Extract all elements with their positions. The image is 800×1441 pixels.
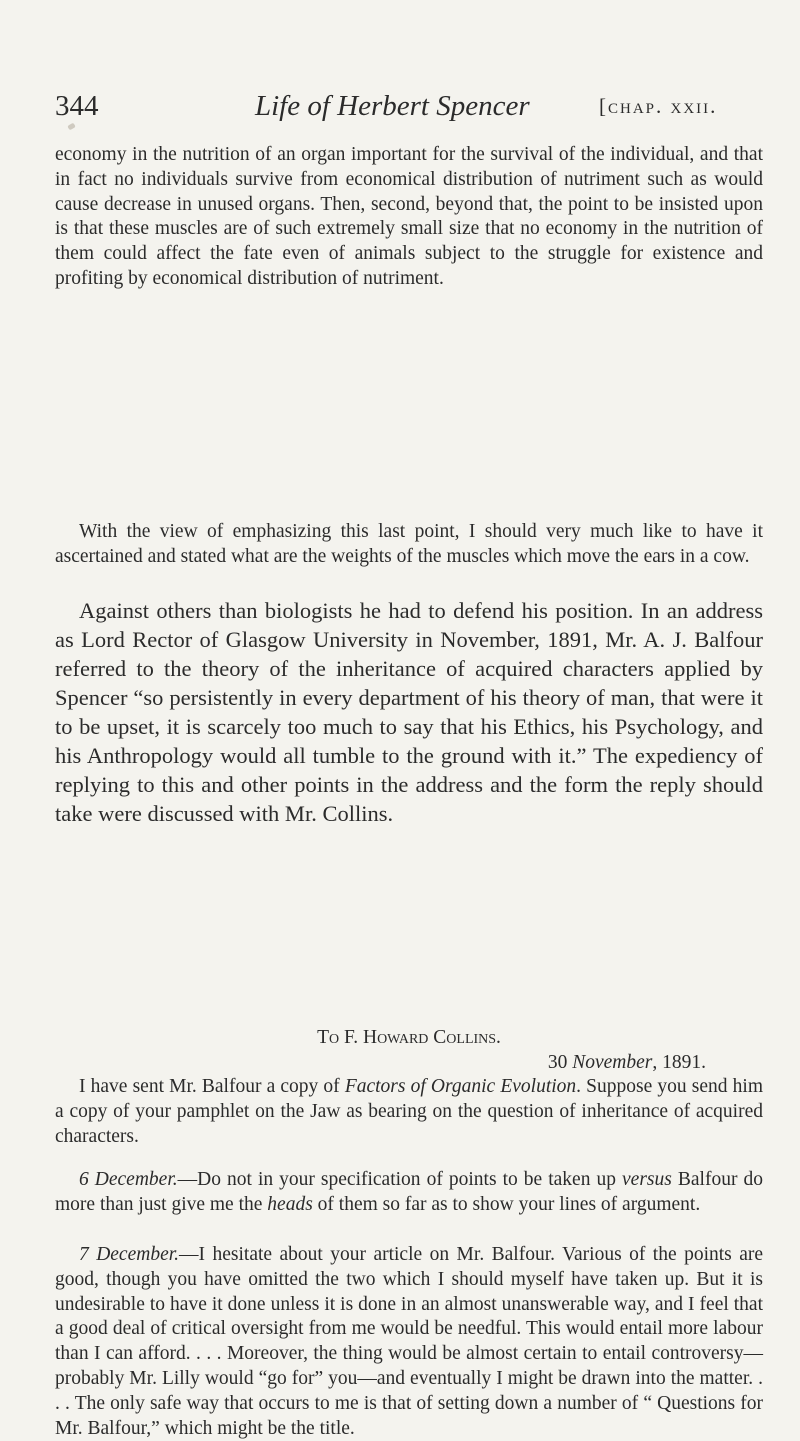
letter3-date: 7 December. <box>79 1244 180 1265</box>
book-title-factors: Factors of Organic Evolution <box>344 1076 577 1097</box>
paragraph-economy: economy in the nutrition of an organ important for the survival of the individual, and that in fact no individuals survive from economical distribution of nutriment such as would cause decrease in unused organs. Then, second, beyond that, the point to be insisted upon is that these muscles are of such extremely small size that no economy in the nutrition of them could affect the fate even of animals subject to the struggle for existence and profiting by economical distribution of nutriment. <box>55 144 763 289</box>
date-day: 30 <box>547 1052 568 1073</box>
addressee-text: To F. Howard Collins. <box>317 1027 501 1048</box>
letter-30-november <box>55 1075 763 1149</box>
letter1-text-a: I have sent Mr. Balfour a copy of <box>79 1076 345 1097</box>
letter-date <box>55 1051 706 1076</box>
date-month: November <box>572 1052 653 1073</box>
date-year: , 1891. <box>652 1052 706 1073</box>
running-header <box>55 86 760 126</box>
page-number: 344 <box>55 90 99 122</box>
letter2-versus: versus <box>622 1169 672 1190</box>
letter2-text-c: of them so far as to show your lines of argument. <box>312 1193 701 1215</box>
letter3-text: —I hesitate about your article on Mr. Balfour. Various of the points are good, though you have omitted the two which I should myself have taken up. But it is undesirable to have it done unless it is done in an almost unanswerable way, and I feel that a good deal of critical oversight from me would be needful. This would entail more labour than I can afford. . . . Moreover, the thing would be almost certain to entail controversy—probably Mr. Lilly would “go for” you—and eventually I might be drawn into the matter. . . . The only safe way that occurs to me is that of setting down a number of “ Questions for Mr. Balfour,” which might be the title. <box>55 1244 764 1439</box>
letter2-date: 6 December. <box>79 1169 178 1190</box>
letter2-text-a: —Do not in your specification of points to be taken up <box>177 1169 623 1190</box>
letter2-text-b: Balfour do more than just give me the <box>55 1169 763 1215</box>
paragraph-emphasizing: With the view of emphasizing this last point, I should very much like to have it ascertained and stated what are the weights of the muscles which move the ears in a cow. <box>55 521 763 567</box>
letter1-text-b: . Suppose you send him a copy of your pamphlet on the Jaw as bearing on the question of inheritance of acquired characters. <box>55 1076 764 1147</box>
letter-6-december <box>55 1168 763 1218</box>
letter-7-december <box>55 1243 763 1441</box>
paragraph-against-others: Against others than biologists he had to defend his position. In an address as Lord Rector of Glasgow University in November, 1891, Mr. A. J. Balfour referred to the theory of the inheritance of acquired characters applied by Spencer “so persistently in every department of his theory of man, that were it to be upset, it is scarcely too much to say that his Ethics, his Psychology, and his Anthropology would all tumble to the ground with it.” The expediency of replying to this and other points in the address and the form the reply should take were discussed with Mr. Collins. <box>55 598 763 826</box>
chapter-label: [chap. xxii. <box>599 94 718 118</box>
letter-addressee <box>55 1026 763 1051</box>
running-title: Life of Herbert Spencer <box>255 90 530 122</box>
letter2-heads: heads <box>267 1193 313 1215</box>
